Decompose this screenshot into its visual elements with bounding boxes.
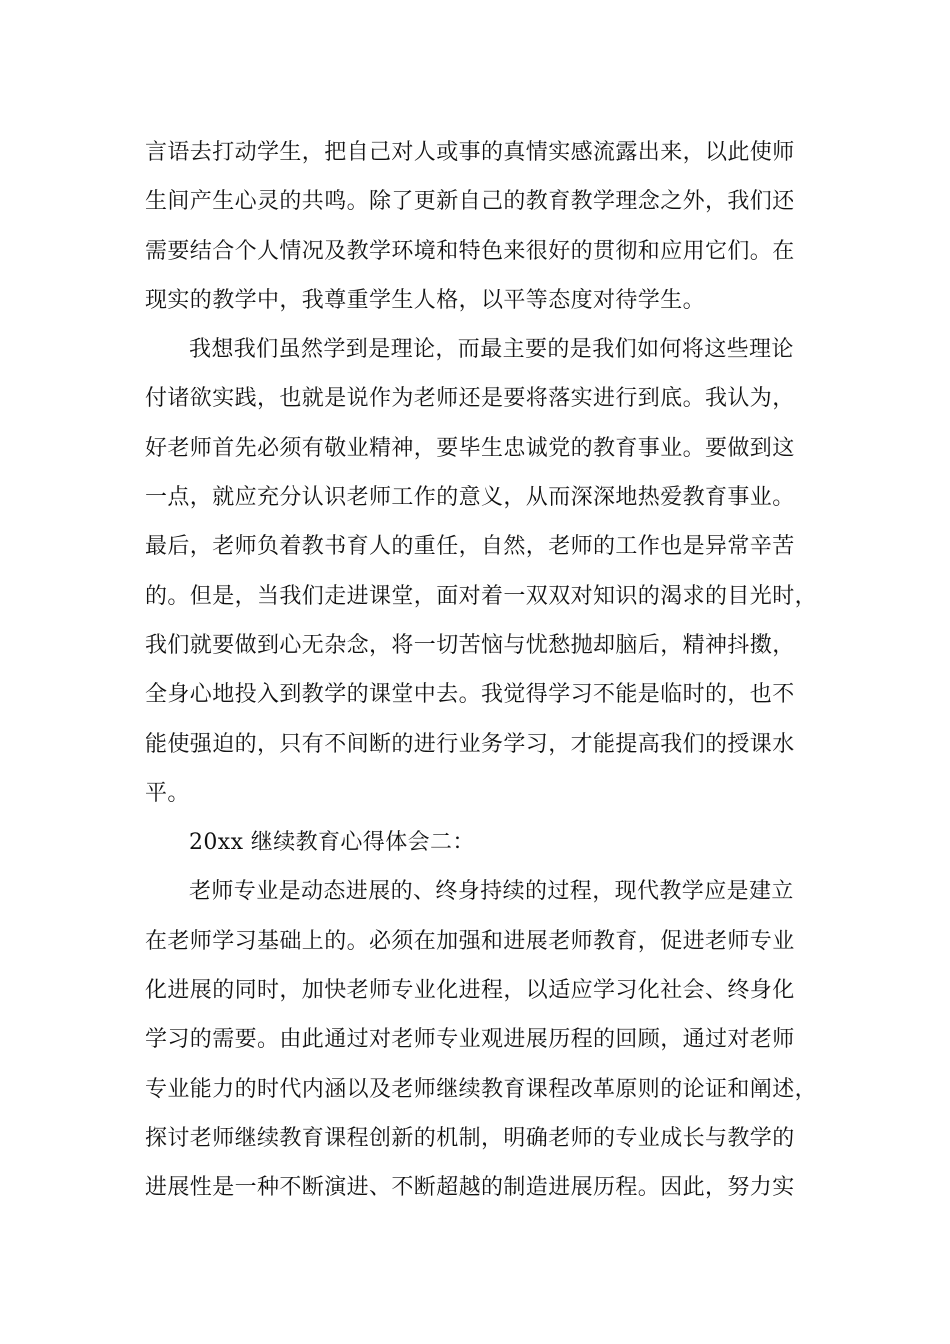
text-line: 专业能力的时代内涵以及老师继续教育课程改革原则的论证和阐述， bbox=[145, 1076, 818, 1102]
text-line: 探讨老师继续教育课程创新的机制，明确老师的专业成长与教学的 bbox=[145, 1125, 795, 1151]
text-line: 好老师首先必须有敬业精神，要毕生忠诚党的教育事业。要做到这 bbox=[145, 435, 795, 461]
text-line: 现实的教学中，我尊重学生人格，以平等态度对待学生。 bbox=[145, 287, 706, 313]
document-body bbox=[145, 128, 818, 1213]
text-line: 最后，老师负着教书育人的重任，自然，老师的工作也是异常辛苦 bbox=[145, 534, 795, 560]
text-line: 付诸欲实践，也就是说作为老师还是要将落实进行到底。我认为， bbox=[145, 386, 795, 412]
text-line: 言语去打动学生，把自己对人或事的真情实感流露出来，以此使师 bbox=[145, 140, 795, 165]
text-line: 20xx 继续教育心得体会二： bbox=[189, 830, 475, 856]
text-line: 需要结合个人情况及教学环境和特色来很好的贯彻和应用它们。在 bbox=[145, 238, 795, 264]
text-line: 生间产生心灵的共鸣。除了更新自己的教育教学理念之外，我们还 bbox=[145, 189, 795, 215]
text-line: 进展性是一种不断演进、不断超越的制造进展历程。因此，努力实 bbox=[145, 1175, 795, 1201]
text-line: 平。 bbox=[145, 780, 190, 806]
text-line: 化进展的同时，加快老师专业化进程，以适应学习化社会、终身化 bbox=[145, 978, 795, 1004]
text-line: 老师专业是动态进展的、终身持续的过程，现代教学应是建立 bbox=[189, 879, 794, 905]
text-line: 学习的需要。由此通过对老师专业观进展历程的回顾，通过对老师 bbox=[145, 1027, 795, 1053]
text-line: 我想我们虽然学到是理论，而最主要的是我们如何将这些理论 bbox=[189, 337, 794, 363]
text-line: 能使强迫的，只有不间断的进行业务学习，才能提高我们的授课水 bbox=[145, 731, 795, 757]
text-line: 在老师学习基础上的。必须在加强和进展老师教育，促进老师专业 bbox=[145, 928, 795, 954]
text-line: 的。但是，当我们走进课堂，面对着一双双对知识的渴求的目光时， bbox=[145, 583, 818, 609]
text-line: 一点，就应充分认识老师工作的意义，从而深深地热爱教育事业。 bbox=[145, 485, 795, 511]
text-line: 全身心地投入到教学的课堂中去。我觉得学习不能是临时的，也不 bbox=[145, 682, 795, 708]
text-line: 我们就要做到心无杂念，将一切苦恼与忧愁抛却脑后，精神抖擞， bbox=[145, 632, 795, 658]
